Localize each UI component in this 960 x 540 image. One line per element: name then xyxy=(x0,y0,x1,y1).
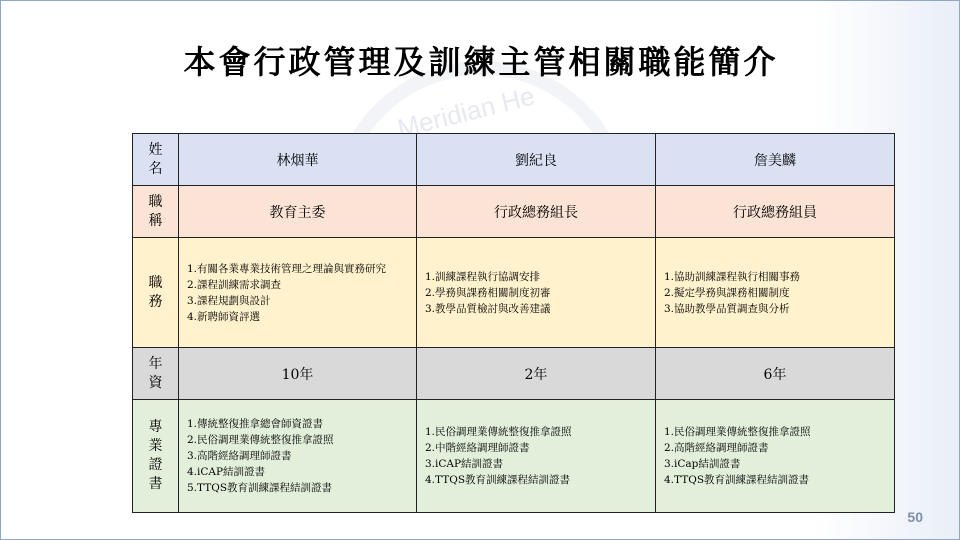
list-item: 3.iCap結訓證書 xyxy=(664,458,741,470)
list-item: 4.TTQS教育訓練課程結訓證書 xyxy=(664,474,810,486)
watermark-text: Meridian He xyxy=(394,80,538,144)
list-item: 2.課程訓練需求調查 xyxy=(187,278,282,291)
list-item: 1.民俗調理業傳統整復推拿證照 xyxy=(664,426,811,438)
list-item: 2.擬定學務與課務相關制度 xyxy=(664,286,790,299)
list-item: 2.中階經絡調理師證書 xyxy=(425,442,530,454)
row-header-certs: 專 業 證 書 xyxy=(133,400,179,513)
list-item: 1.訓練課程執行協調安排 xyxy=(425,270,541,283)
duties-cell xyxy=(179,238,417,348)
table-row-name xyxy=(133,134,895,186)
page-number: 50 xyxy=(907,509,923,525)
list-item: 2.學務與課務相關制度初審 xyxy=(425,286,551,299)
table-row-years xyxy=(133,348,895,400)
years-cell: 2年 xyxy=(417,348,656,400)
row-header-job-title: 職 稱 xyxy=(133,186,179,238)
row-header-duties: 職 務 xyxy=(133,238,179,348)
list-item: 2.民俗調理業傳統整復推拿證照 xyxy=(187,434,334,446)
certs-cell xyxy=(417,400,656,513)
list-item: 4.iCAP結訓證書 xyxy=(187,466,266,478)
page-title: 本會行政管理及訓練主管相關職能簡介 xyxy=(183,43,779,81)
job-title-cell: 教育主委 xyxy=(179,186,417,238)
duties-cell xyxy=(656,238,895,348)
list-item: 2.高階經絡調理師證書 xyxy=(664,442,769,454)
name-cell: 劉紀良 xyxy=(417,134,656,186)
certs-cell xyxy=(179,400,417,513)
list-item: 3.教學品質檢討與改善建議 xyxy=(425,302,551,315)
name-cell: 林烟華 xyxy=(179,134,417,186)
list-item: 3.協助教學品質調查與分析 xyxy=(664,302,790,315)
staff-table xyxy=(132,133,895,513)
list-item: 1.民俗調理業傳統整復推拿證照 xyxy=(425,426,572,438)
list-item: 4.新聘師資評選 xyxy=(187,310,261,323)
list-item: 4.TTQS教育訓練課程結訓證書 xyxy=(425,474,571,486)
table-row-certs xyxy=(133,400,895,513)
list-item: 3.高階經絡調理師證書 xyxy=(187,450,292,462)
certs-cell xyxy=(656,400,895,513)
row-header-name: 姓 名 xyxy=(133,134,179,186)
row-header-years: 年 資 xyxy=(133,348,179,400)
list-item: 5.TTQS教育訓練課程結訓證書 xyxy=(187,482,333,494)
years-cell: 10年 xyxy=(179,348,417,400)
job-title-cell: 行政總務組員 xyxy=(656,186,895,238)
duties-cell xyxy=(417,238,656,348)
name-cell: 詹美麟 xyxy=(656,134,895,186)
list-item: 1.傳統整復推拿總會師資證書 xyxy=(187,418,324,430)
list-item: 1.協助訓練課程執行相關事務 xyxy=(664,270,801,283)
list-item: 3.課程規劃與設計 xyxy=(187,294,271,307)
table-row-job-title xyxy=(133,186,895,238)
job-title-cell: 行政總務組長 xyxy=(417,186,656,238)
list-item: 3.iCAP結訓證書 xyxy=(425,458,504,470)
table-row-duties xyxy=(133,238,895,348)
years-cell: 6年 xyxy=(656,348,895,400)
list-item: 1.有關各業專業技術管理之理論與實務研究 xyxy=(187,262,387,275)
